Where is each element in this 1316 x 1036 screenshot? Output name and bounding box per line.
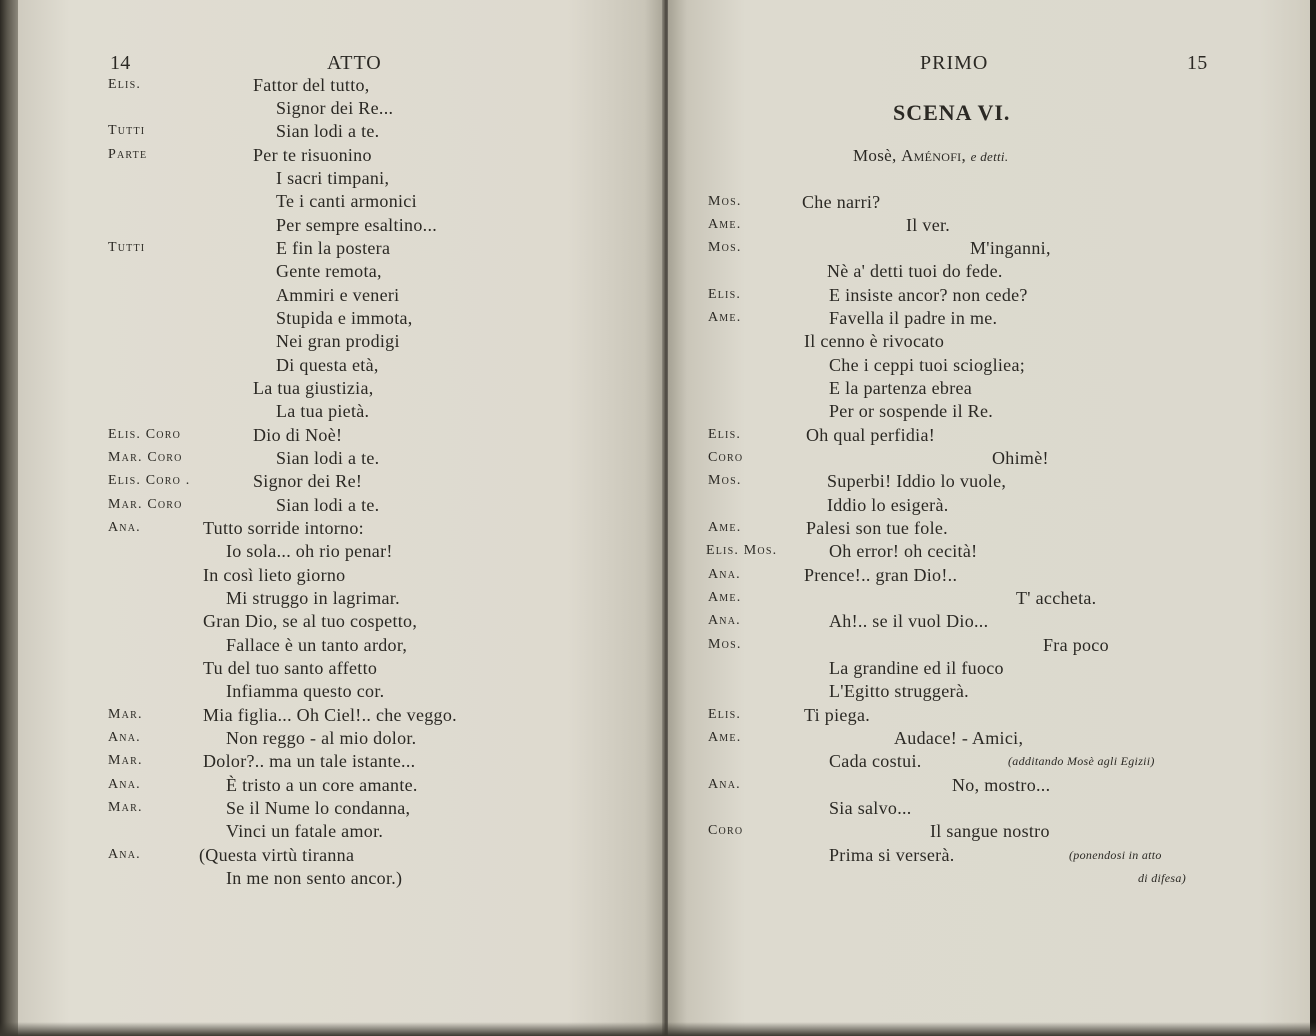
verse-line: La tua giustizia, [253,378,374,398]
verse-line: Io sola... oh rio penar! [226,541,393,561]
verse-line: Ah!.. se il vuol Dio... [829,611,989,631]
speaker: Elis. Coro . [108,473,191,488]
speaker: Mos. [708,473,742,488]
book-edge [0,0,18,1036]
speaker: Ana. [108,777,141,792]
verse-line: In me non sento ancor.) [226,868,403,888]
verse-line: Ti piega. [804,705,871,725]
verse-line: L'Egitto struggerà. [829,681,969,701]
verse-line: Tutto sorride intorno: [203,518,364,538]
verse-line: Signor dei Re... [276,98,394,118]
verse-line: Vinci un fatale amor. [226,821,384,841]
verse-line: Fattor del tutto, [253,75,370,95]
verse-line: Sia salvo... [829,798,912,818]
verse-line: Oh qual perfidia! [806,425,936,445]
verse-line: T' accheta. [1016,588,1097,608]
verse-line: Per or sospende il Re. [829,401,994,421]
stage-direction: (ponendosi in atto [1069,848,1162,862]
speaker: Ame. [708,520,742,535]
speaker: Mar. [108,800,143,815]
verse-line: Iddio lo esigerà. [827,495,949,515]
speaker: Mos. [708,240,742,255]
verse-line: Tu del tuo santo affetto [203,658,378,678]
speaker: Mos. [708,637,742,652]
verse-line: Infiamma questo cor. [226,681,385,701]
running-head-right: PRIMO [920,52,989,74]
speaker: Elis. [708,287,742,302]
speaker: Elis. Mos. [706,543,778,558]
verse-line: Mia figlia... Oh Ciel!.. che veggo. [203,705,457,725]
page-number-left: 14 [110,52,131,74]
verse-line: Audace! - Amici, [894,728,1024,748]
speaker: Ame. [708,310,742,325]
verse-line: Che i ceppi tuoi sciogliea; [829,355,1026,375]
verse-line: Gran Dio, se al tuo cospetto, [203,611,418,631]
verse-line: Ohimè! [992,448,1049,468]
verse-line: E fin la postera [276,238,391,258]
verse-line: Ammiri e veneri [276,285,400,305]
speaker: Ana. [108,730,141,745]
speaker: Elis. [708,427,742,442]
verse-line: La grandine ed il fuoco [829,658,1004,678]
speaker: Elis. Coro [108,427,182,442]
verse-line: Dio di Noè! [253,425,343,445]
verse-line: I sacri timpani, [276,168,390,188]
verse-line: Oh error! oh cecità! [829,541,978,561]
speaker: Elis. [108,77,142,92]
verse-line: Per sempre esaltino... [276,215,438,235]
verse-line: E la partenza ebrea [829,378,973,398]
verse-line: Non reggo - al mio dolor. [226,728,417,748]
verse-line: La tua pietà. [276,401,370,421]
stage-direction: (additando Mosè agli Egizii) [1008,754,1155,768]
speaker: Ana. [108,520,141,535]
verse-line: Sian lodi a te. [276,448,380,468]
speaker: Parte [108,147,148,162]
scene-title: SCENA VI. [893,100,1011,125]
speaker: Mar. Coro [108,497,183,512]
page-number-right: 15 [1187,52,1208,74]
verse-line: Stupida e immota, [276,308,413,328]
verse-line: Favella il padre in me. [829,308,998,328]
persons-list [853,145,1008,168]
verse-line: E insiste ancor? non cede? [829,285,1028,305]
speaker: Coro [708,450,744,465]
speaker: Ana. [708,777,741,792]
verse-line: Sian lodi a te. [276,121,380,141]
verse-line: Il ver. [906,215,951,235]
verse-line: (Questa virtù tiranna [199,845,355,865]
speaker: Ana. [708,567,741,582]
verse-line: No, mostro... [952,775,1051,795]
speaker: Ame. [708,730,742,745]
speaker: Ana. [708,613,741,628]
verse-line: Mi struggo in lagrimar. [226,588,400,608]
verse-line: Prima si verserà. [829,845,955,865]
verse-line: M'inganni, [970,238,1051,258]
persons-detti: e detti. [970,149,1009,164]
verse-line: Gente remota, [276,261,382,281]
verse-line: In così lieto giorno [203,565,346,585]
speaker: Tutti [108,123,146,138]
book-bottom-edge [0,1022,1316,1036]
verse-line: Se il Nume lo condanna, [226,798,411,818]
verse-line: Che narri? [802,192,881,212]
speaker: Mar. [108,707,143,722]
speaker: Coro [708,823,744,838]
verse-line: Il cenno è rivocato [804,331,945,351]
verse-line: Di questa età, [276,355,379,375]
verse-line: Superbi! Iddio lo vuole, [827,471,1007,491]
verse-line: Fallace è un tanto ardor, [226,635,408,655]
stage-direction: di difesa) [1138,871,1186,885]
speaker: Ana. [108,847,141,862]
running-head-left: ATTO [327,52,382,74]
verse-line: Signor dei Re! [253,471,363,491]
verse-line: Nè a' detti tuoi do fede. [827,261,1003,281]
verse-line: Fra poco [1043,635,1109,655]
person-amenofi: Aménofi, [901,146,967,165]
verse-line: Cada costui. [829,751,922,771]
speaker: Mar. [108,753,143,768]
speaker: Elis. [708,707,742,722]
verse-line: Palesi son tue fole. [806,518,948,538]
verse-line: Prence!.. gran Dio!.. [804,565,958,585]
speaker: Ame. [708,217,742,232]
speaker: Tutti [108,240,146,255]
speaker: Ame. [708,590,742,605]
speaker: Mos. [708,194,742,209]
person-mose: Mosè, [853,146,897,165]
verse-line: Il sangue nostro [930,821,1050,841]
verse-line: È tristo a un core amante. [226,775,418,795]
speaker: Mar. Coro [108,450,183,465]
verse-line: Te i canti armonici [276,191,417,211]
verse-line: Nei gran prodigi [276,331,400,351]
verse-line: Sian lodi a te. [276,495,380,515]
verse-line: Per te risuonino [253,145,372,165]
verse-line: Dolor?.. ma un tale istante... [203,751,416,771]
